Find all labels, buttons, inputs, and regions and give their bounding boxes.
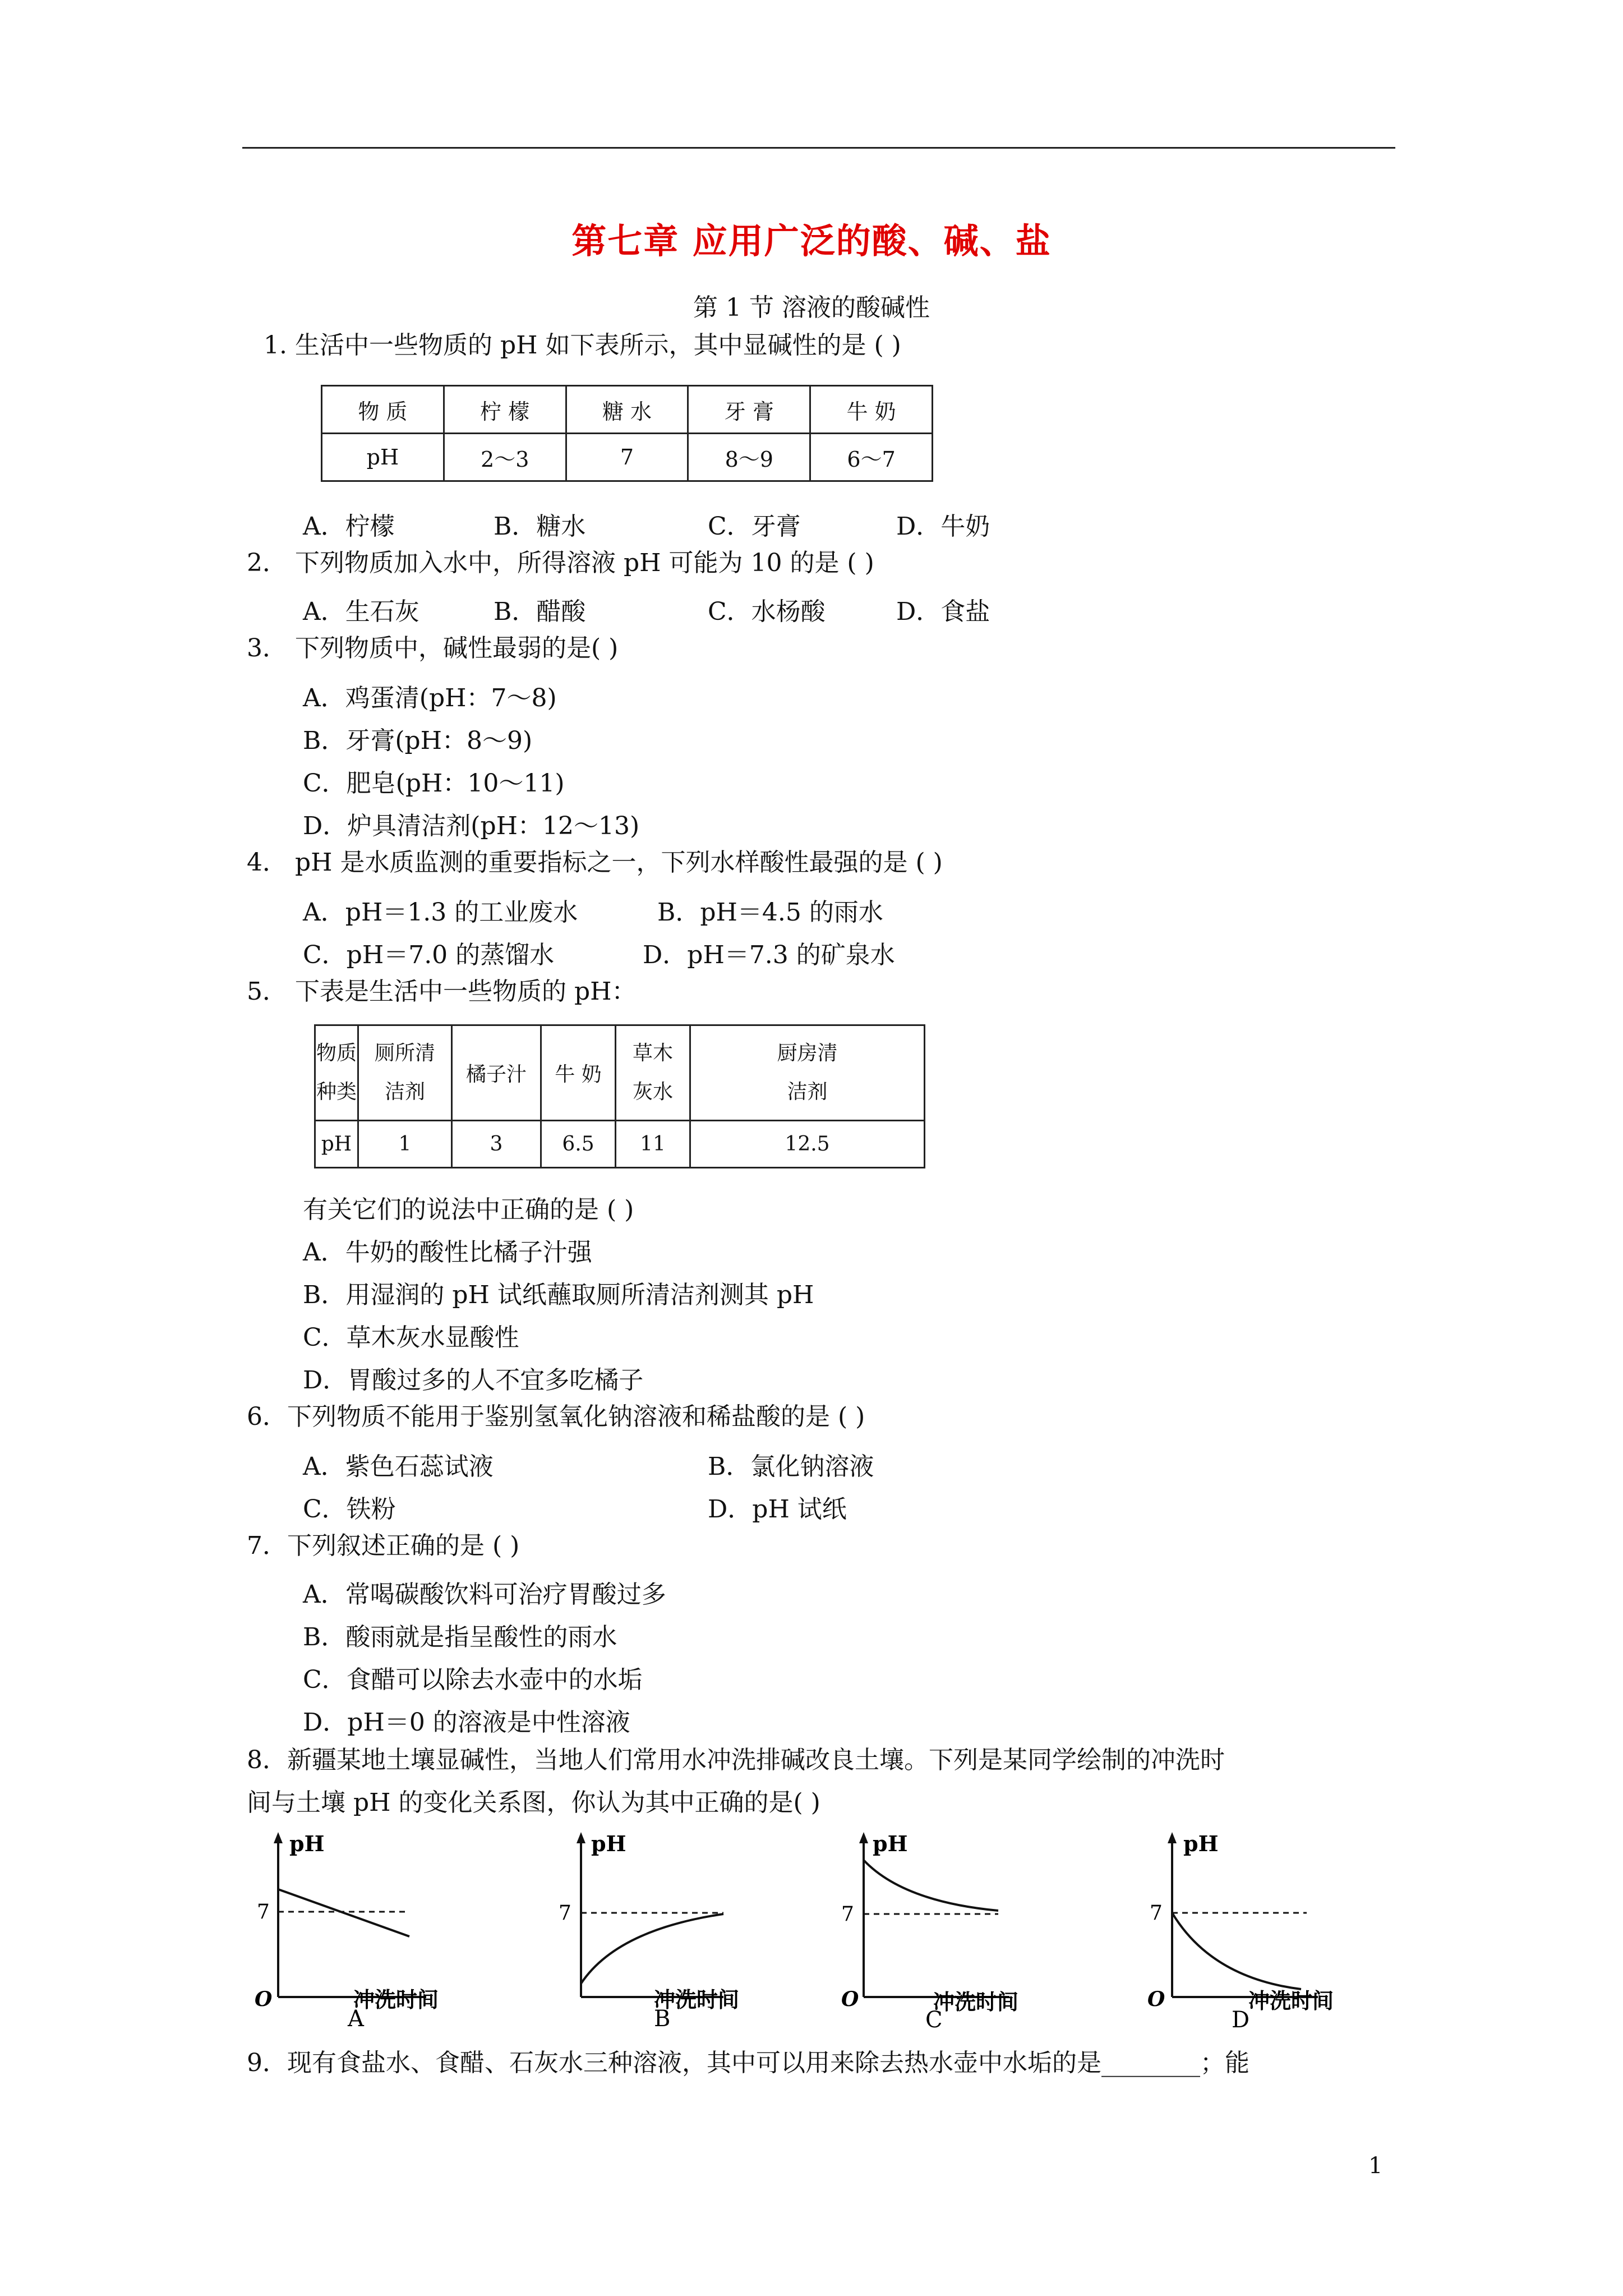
q4-option-d: D．pH＝7.3 的矿泉水 (643, 941, 895, 969)
table-cell: 2～3 (444, 434, 566, 481)
graph-a-letter: A (348, 2006, 364, 2032)
graph-a-ylabel: pH (289, 1831, 325, 1856)
question-4-stem: 4． pH 是水质监测的重要指标之一，下列水样酸性最强的是 ( ) (247, 848, 943, 877)
table-cell: 6.5 (541, 1121, 616, 1168)
table-cell: 7 (566, 434, 688, 481)
q4-option-c: C．pH＝7.0 的蒸馏水 (303, 941, 555, 969)
table-cell: 物 质 (322, 386, 444, 434)
graph-d-ylabel: pH (1183, 1831, 1219, 1856)
q5-ph-table (314, 1024, 925, 1168)
q5-option-d: D．胃酸过多的人不宜多吃橘子 (303, 1366, 644, 1395)
graph-d-xlabel: 冲洗时间 (1248, 1988, 1334, 2013)
table-cell: 柠 檬 (444, 386, 566, 434)
q1-option-c: C．牙膏 (708, 512, 801, 541)
graph-d-letter: D (1232, 2007, 1250, 2033)
q6-option-d: D．pH 试纸 (708, 1495, 847, 1524)
graph-c-letter: C (925, 2007, 943, 2033)
chapter-title: 第七章 应用广泛的酸、碱、盐 (571, 220, 1052, 261)
q5-option-c: C．草木灰水显酸性 (303, 1323, 519, 1352)
graph-b-xlabel: 冲洗时间 (654, 1987, 740, 2012)
table-cell: 1 (358, 1121, 452, 1168)
q6-option-c: C．铁粉 (303, 1495, 396, 1524)
table-cell: 11 (616, 1121, 690, 1168)
graph-a-origin: O (255, 1987, 273, 2011)
graph-c-origin: O (841, 1987, 859, 2011)
graph-b (555, 1829, 780, 2032)
q3-option-b: B．牙膏(pH：8～9) (303, 726, 533, 755)
q1-option-a: A．柠檬 (303, 512, 395, 541)
graph-d-ref: 7 (1150, 1902, 1163, 1925)
q1-ph-table (321, 385, 933, 482)
graph-b-letter: B (654, 2006, 671, 2032)
table-cell: 牙 膏 (688, 386, 810, 434)
section-title: 第 1 节 溶液的酸碱性 (693, 293, 930, 322)
q5-option-a: A．牛奶的酸性比橘子汁强 (303, 1238, 592, 1267)
q2-option-d: D．食盐 (896, 597, 990, 626)
graph-c-xlabel: 冲洗时间 (933, 1989, 1019, 2014)
table-cell: 草木 灰水 (616, 1025, 690, 1121)
graph-c-ref: 7 (841, 1903, 854, 1926)
question-3-stem: 3． 下列物质中，碱性最弱的是( ) (247, 634, 619, 662)
graph-a (255, 1829, 482, 2032)
q4-option-b: B．pH＝4.5 的雨水 (657, 898, 883, 927)
graph-c (841, 1829, 1066, 2033)
table-cell: 12.5 (690, 1121, 925, 1168)
table-cell: 牛 奶 (810, 386, 933, 434)
table-cell: 3 (452, 1121, 541, 1168)
question-6-stem: 6．下列物质不能用于鉴别氢氧化钠溶液和稀盐酸的是 ( ) (247, 1402, 865, 1431)
q7-option-c: C．食醋可以除去水壶中的水垢 (303, 1665, 643, 1694)
page-number: 1 (1368, 2153, 1383, 2179)
graph-b-ylabel: pH (591, 1831, 626, 1856)
q3-option-d: D．炉具清洁剂(pH：12～13) (303, 812, 640, 840)
q7-option-b: B．酸雨就是指呈酸性的雨水 (303, 1623, 617, 1651)
table-cell: 牛 奶 (541, 1025, 616, 1121)
q2-option-c: C．水杨酸 (708, 597, 826, 626)
table-cell: 厨房清 洁剂 (690, 1025, 925, 1121)
table-cell: 8～9 (688, 434, 810, 481)
graph-c-ylabel: pH (873, 1831, 908, 1856)
table-cell: 橘子汁 (452, 1025, 541, 1121)
question-2-stem: 2． 下列物质加入水中，所得溶液 pH 可能为 10 的是 ( ) (247, 549, 874, 577)
question-7-stem: 7．下列叙述正确的是 ( ) (247, 1531, 520, 1560)
q2-option-b: B．醋酸 (494, 597, 586, 626)
q1-option-b: B．糖水 (494, 512, 586, 541)
q1-option-d: D．牛奶 (896, 512, 990, 541)
question-8-stem-line-1: 8．新疆某地土壤显碱性，当地人们常用水冲洗排碱改良土壤。下列是某同学绘制的冲洗时 (247, 1746, 1225, 1774)
question-5-stem: 5． 下表是生活中一些物质的 pH： (247, 977, 637, 1006)
graph-a-xlabel: 冲洗时间 (353, 1987, 439, 2012)
table-cell: 厕所清 洁剂 (358, 1025, 452, 1121)
q2-option-a: A．生石灰 (303, 597, 419, 626)
table-cell: pH (315, 1121, 358, 1168)
question-9-stem: 9．现有食盐水、食醋、石灰水三种溶液，其中可以用来除去热水壶中水垢的是________；能 (247, 2049, 1249, 2077)
table-cell: 6～7 (810, 434, 933, 481)
table-cell: pH (322, 434, 444, 481)
question-1-stem: 1. 生活中一些物质的 pH 如下表所示，其中显碱性的是 ( ) (264, 331, 901, 360)
graph-b-ref: 7 (559, 1902, 571, 1925)
q5-lead: 有关它们的说法中正确的是 ( ) (303, 1195, 634, 1224)
question-8-stem-line-2: 间与土壤 pH 的变化关系图，你认为其中正确的是( ) (247, 1788, 820, 1817)
q4-option-a: A．pH＝1.3 的工业废水 (303, 898, 578, 927)
q6-option-b: B．氯化钠溶液 (708, 1452, 874, 1481)
q7-option-d: D．pH＝0 的溶液是中性溶液 (303, 1708, 630, 1737)
q7-option-a: A．常喝碳酸饮料可治疗胃酸过多 (303, 1580, 666, 1609)
table-cell: 物质 种类 (315, 1025, 358, 1121)
q5-option-b: B．用湿润的 pH 试纸蘸取厕所清洁剂测其 pH (303, 1281, 814, 1309)
graph-d-origin: O (1147, 1987, 1165, 2011)
q3-option-a: A．鸡蛋清(pH：7～8) (303, 684, 557, 712)
q6-option-a: A．紫色石蕊试液 (303, 1452, 494, 1481)
header-rule (242, 147, 1395, 149)
q3-option-c: C．肥皂(pH：10～11) (303, 769, 565, 798)
graph-a-ref: 7 (257, 1901, 270, 1924)
table-cell: 糖 水 (566, 386, 688, 434)
graph-d (1147, 1829, 1374, 2033)
